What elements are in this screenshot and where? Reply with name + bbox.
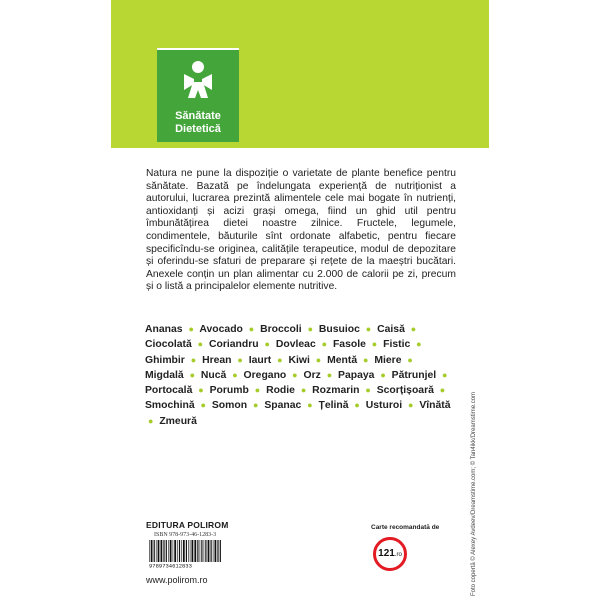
food-item: Scorțișoară xyxy=(376,385,434,397)
barcode-bar xyxy=(205,540,206,562)
barcode-bar xyxy=(213,540,214,562)
barcode-bar xyxy=(190,540,191,562)
barcode-bar xyxy=(188,540,189,562)
barcode-bar xyxy=(194,540,196,562)
barcode-number: 9789734612833 xyxy=(149,562,192,568)
publisher-website: www.polirom.ro xyxy=(146,575,208,585)
food-item: Ciocolată xyxy=(145,339,192,351)
bullet-separator: ● xyxy=(380,369,386,380)
bullet-separator: ● xyxy=(321,339,328,350)
bullet-separator: ● xyxy=(326,369,333,380)
food-item: Iaurt xyxy=(248,354,272,366)
food-item: Vînătă xyxy=(419,400,451,412)
barcode-bar xyxy=(183,540,185,562)
isbn: ISBN 978-973-46-1283-3 xyxy=(154,532,217,538)
partner-logo-text: 121.ro xyxy=(378,548,402,559)
bullet-separator: ● xyxy=(292,369,298,380)
food-item: Pătrunjel xyxy=(391,369,437,381)
food-item: Usturoi xyxy=(365,400,403,412)
bullet-separator: ● xyxy=(315,354,322,365)
bullet-separator: ● xyxy=(200,400,206,411)
food-item: Miere xyxy=(374,354,402,366)
bullet-separator: ● xyxy=(307,324,314,334)
person-icon xyxy=(181,60,215,100)
barcode-bar xyxy=(161,540,163,562)
bullet-separator: ● xyxy=(442,369,448,380)
barcode-bar xyxy=(163,540,164,562)
food-item: Țelină xyxy=(318,400,349,412)
food-item: Somon xyxy=(211,400,248,412)
bullet-separator: ● xyxy=(264,339,270,350)
bullet-separator: ● xyxy=(197,339,204,350)
food-item: Hrean xyxy=(202,354,232,366)
food-list xyxy=(145,322,457,429)
barcode-bar xyxy=(201,540,202,562)
bullet-separator: ● xyxy=(188,324,194,334)
barcode-bar xyxy=(174,540,176,562)
series-logo xyxy=(157,48,239,142)
food-item: Avocado xyxy=(199,324,243,335)
bullet-separator: ● xyxy=(277,354,283,365)
bullet-separator: ● xyxy=(365,385,371,396)
food-item: Kiwi xyxy=(288,354,310,366)
food-item: Ananas xyxy=(145,324,183,335)
barcode-bar xyxy=(179,540,180,562)
recommendation-text: Carte recomandată de xyxy=(371,524,440,531)
logo-title-line1: Sănătate xyxy=(175,110,221,122)
barcode-bar xyxy=(166,540,167,562)
food-item: Spanac xyxy=(264,400,302,412)
food-item: Caisă xyxy=(377,324,405,335)
bullet-separator: ● xyxy=(248,324,255,334)
bullet-separator: ● xyxy=(300,385,307,396)
bullet-separator: ● xyxy=(254,385,261,396)
food-item: Nucă xyxy=(200,369,227,381)
barcode-bar xyxy=(215,540,217,562)
food-item: Orz xyxy=(303,369,321,381)
food-item: Mentă xyxy=(327,354,358,366)
barcode-bar xyxy=(177,540,178,562)
food-item: Smochină xyxy=(145,400,195,412)
bullet-separator: ● xyxy=(198,385,204,396)
bullet-separator: ● xyxy=(354,400,360,411)
barcode-bar xyxy=(151,540,153,562)
food-item: Porumb xyxy=(209,385,249,397)
food-item: Oregano xyxy=(243,369,287,381)
barcode-bar xyxy=(170,540,172,562)
bullet-separator: ● xyxy=(189,369,196,380)
bullet-separator: ● xyxy=(232,369,238,380)
barcode-bar xyxy=(208,540,210,562)
food-item: Migdală xyxy=(145,369,184,381)
food-item: Broccoli xyxy=(260,324,302,335)
bullet-separator: ● xyxy=(252,400,259,411)
food-item: Dovleac xyxy=(275,339,316,351)
bullet-separator: ● xyxy=(408,400,414,411)
photo-credit: Foto copertă © Alexey Avdeev/Dreamstime.com; © Tan4ikk/Dreamstime.com xyxy=(471,391,477,596)
barcode-bar xyxy=(204,540,205,562)
bullet-separator: ● xyxy=(148,415,154,426)
bullet-separator: ● xyxy=(416,339,422,350)
food-item: Papaya xyxy=(338,369,375,381)
barcode-bar xyxy=(217,540,218,562)
barcode-bar xyxy=(197,540,198,562)
barcode-bar xyxy=(149,540,150,562)
food-item: Zmeură xyxy=(159,415,197,427)
bullet-separator: ● xyxy=(371,339,378,350)
food-item: Busuioc xyxy=(318,324,360,335)
food-item: Rodie xyxy=(266,385,295,397)
food-item: Portocală xyxy=(145,385,193,397)
food-item: Fistic xyxy=(383,339,411,351)
barcode-bar xyxy=(192,540,194,562)
bullet-separator: ● xyxy=(363,354,369,365)
barcode-bar xyxy=(154,540,155,562)
bullet-separator: ● xyxy=(410,324,417,334)
barcode-bar xyxy=(181,540,182,562)
bullet-separator: ● xyxy=(190,354,197,365)
bullet-separator: ● xyxy=(237,354,243,365)
barcode-bar xyxy=(156,540,157,562)
barcode-bar xyxy=(186,540,187,562)
logo-title-line2: Dietetică xyxy=(175,123,221,135)
bullet-separator: ● xyxy=(439,385,446,396)
barcode-bar xyxy=(158,540,160,562)
barcode-bar xyxy=(220,540,221,562)
food-item: Fasole xyxy=(332,339,366,351)
publisher-name: EDITURA POLIROM xyxy=(146,520,229,530)
partner-logo-121 xyxy=(373,537,407,571)
book-back-cover xyxy=(111,0,489,600)
bullet-separator: ● xyxy=(407,354,413,365)
barcode-bar xyxy=(211,540,212,562)
bullet-separator: ● xyxy=(365,324,372,334)
bullet-separator: ● xyxy=(307,400,313,411)
barcode-bar xyxy=(168,540,169,562)
barcode-bar xyxy=(200,540,201,562)
food-item: Rozmarin xyxy=(312,385,360,397)
food-item: Ghimbir xyxy=(145,354,185,366)
barcode xyxy=(147,540,225,568)
food-item: Coriandru xyxy=(209,339,259,351)
book-description: Natura ne pune la dispoziție o varietate de plante benefice pentru sănătate. Bazată pe îndelungata experiență de nutriționist a autorului, lucrarea prezintă alimentele cele mai bogate în nutrienți, antioxidanți și acizi grași omega, fiind un ghid util pentru îmbunătățirea dietei noastre zilnice. Fructele, legumele, condimentele, băuturile sînt ordonate alfabetic, pentru fiecare specificîndu-se originea, calitățile terapeutice, modul de depozitare și oferindu-se sfaturi de preparare și rețete de la maeștri bucătari. Anexele conțin un plan alimentar cu 2.000 de calorii pe zi, precum și o listă a principalelor elemente nutritive. xyxy=(146,168,456,293)
barcode-bar xyxy=(173,540,174,562)
